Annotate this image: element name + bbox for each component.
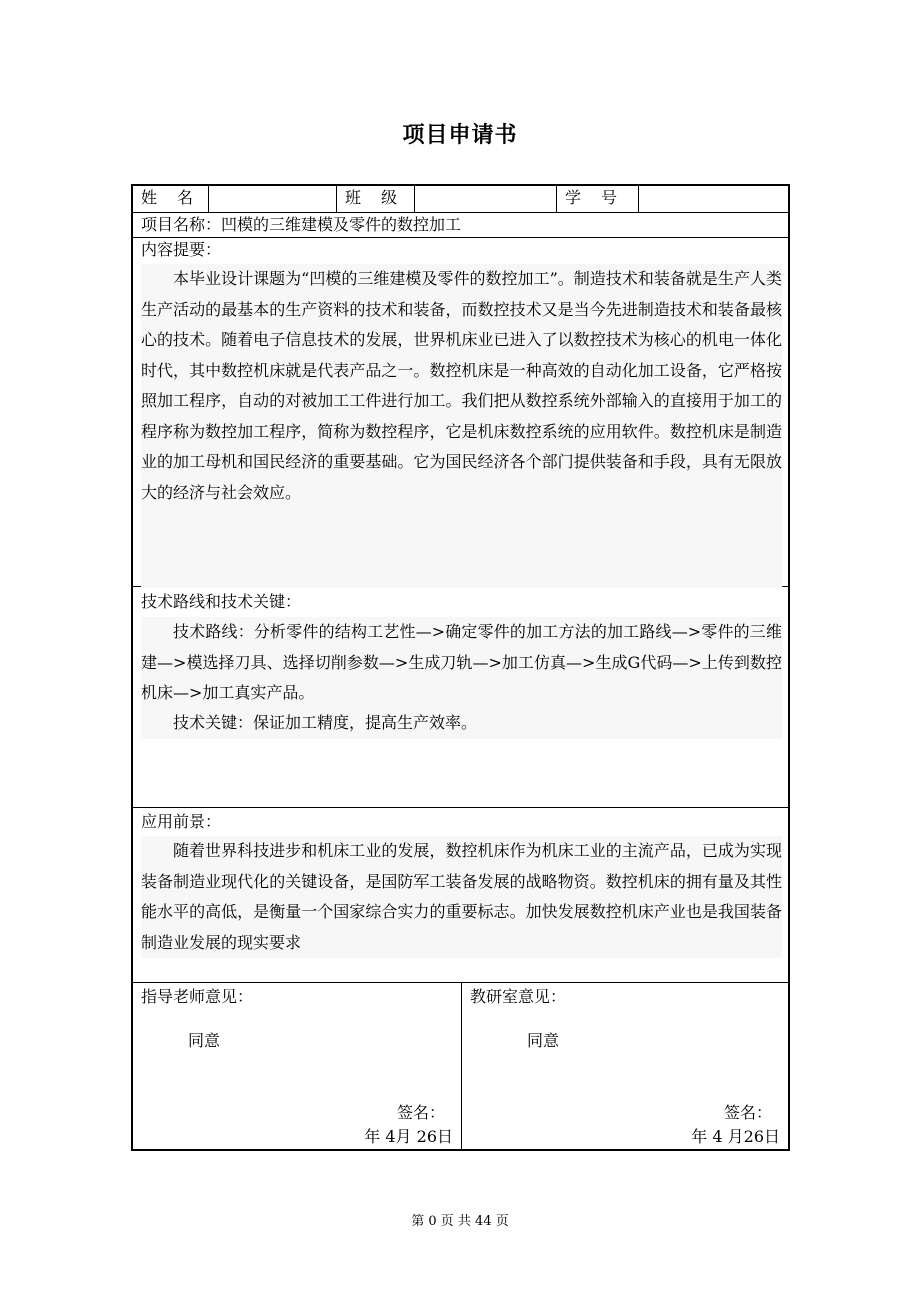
application-form (131, 184, 790, 1151)
page-title: 项目申请书 (402, 123, 518, 148)
application-label: 应用前景： (141, 812, 222, 831)
department-opinion-cell (462, 983, 788, 1149)
department-opinion: 同意 (527, 1031, 560, 1050)
class-field[interactable] (415, 186, 557, 212)
summary-label: 内容提要： (141, 240, 222, 259)
name-label: 姓 名 (133, 186, 209, 212)
project-name: 项目名称：凹模的三维建模及零件的数控加工 (141, 215, 462, 234)
page-footer: 第 0 页 共 44 页 (411, 1214, 509, 1229)
advisor-sign-label: 签名： (396, 1103, 445, 1122)
advisor-opinion: 同意 (188, 1031, 221, 1050)
info-row (133, 186, 788, 213)
project-name-row (133, 213, 788, 238)
application-section (133, 808, 788, 983)
department-sign-label: 签名： (723, 1103, 772, 1122)
department-date: 年 4 月26日 (691, 1127, 780, 1146)
summary-section (133, 238, 788, 587)
tech-section (133, 587, 788, 808)
class-label: 班 级 (337, 186, 415, 212)
tech-label: 技术路线和技术关键： (141, 592, 302, 611)
advisor-date: 年 4月 26日 (364, 1127, 453, 1146)
student-id-field[interactable] (639, 186, 788, 212)
advisor-label: 指导老师意见： (141, 987, 254, 1006)
student-id-label: 学 号 (557, 186, 639, 212)
application-text: 随着世界科技进步和机床工业的发展，数控机床作为机床工业的主流产品，已成为实现装备制造业现代化的关键设备，是国防军工装备发展的战略物资。数控机床的拥有量及其性能水平的高低，是衡量一个国家综合实力的重要标志。加快发展数控机床产业也是我国装备制造业发展的现实要求 (141, 836, 782, 958)
name-field[interactable] (209, 186, 337, 212)
opinion-row (133, 983, 788, 1149)
summary-text: 本毕业设计课题为“凹模的三维建模及零件的数控加工”。制造技术和装备就是生产人类生产活动的最基本的生产资料的技术和装备，而数控技术又是当今先进制造技术和装备最核心的技术。随着电子信息技术的发展，世界机床业已进入了以数控技术为核心的机电一体化时代，其中数控机床就是代表产品之一。数控机床是一种高效的自动化加工设备，它严格按照加工程序，自动的对被加工工件进行加工。我们把从数控系统外部输入的直接用于加工的程序称为数控加工程序，简称为数控程序，它是机床数控系统的应用软件。数控机床是制造业的加工母机和国民经济的重要基础。它为国民经济各个部门提供装备和手段，具有无限放大的经济与社会效应。 (141, 264, 782, 588)
tech-key-text: 技术关键：保证加工精度，提高生产效率。 (141, 708, 782, 739)
tech-route-text: 技术路线：分析零件的结构工艺性—>确定零件的加工方法的加工路线—>零件的三维建—>模选择刀具、选择切削参数—>生成刀轨—>加工仿真—>生成G代码—>上传到数控机床—>加工真实产品。 (141, 617, 782, 709)
advisor-opinion-cell (133, 983, 462, 1149)
department-label: 教研室意见： (470, 987, 567, 1006)
